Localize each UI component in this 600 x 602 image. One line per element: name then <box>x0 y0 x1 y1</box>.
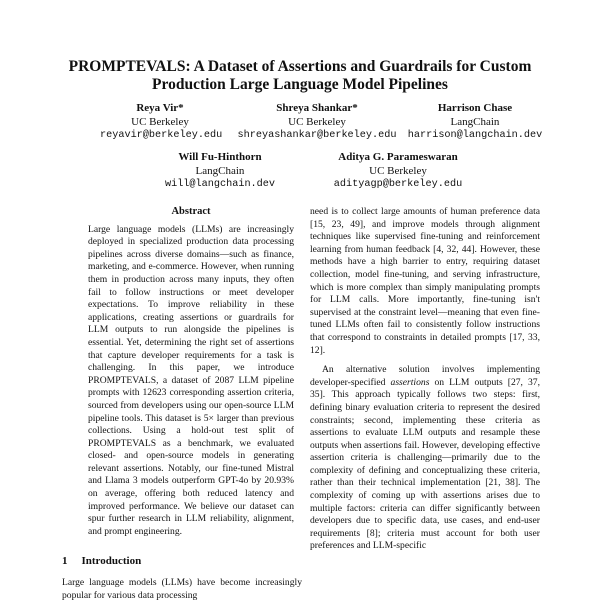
author-email: adityagp@berkeley.edu <box>333 179 463 190</box>
right-column <box>310 206 540 553</box>
section-heading <box>62 555 155 567</box>
author-block <box>400 102 550 143</box>
body-paragraph <box>310 364 540 553</box>
paragraph-text: on LLM outputs [27, 37, 35]. This approach typically follows two steps: first, defining binary evaluation criteria to represent the desired constraints; second, implementing these criteria as assertions to evaluate LLM outputs and resample these outputs when assertions fail. However, developing effective assertion criteria is challenging—primarily due to the complexity of defining and conceptualizing these criteria, rather than their technical implementation [21, 38]. The complexity of coming up with assertions arises due to multiple factors: criteria can differ significantly between developers due to specific data, use cases, and end-user requirements [8]; criteria must account for both user preferences and LLM-specific <box>310 376 540 552</box>
author-affiliation: UC Berkeley <box>369 164 427 177</box>
abstract-text: Large language models (LLMs) are increasingly deployed in specialized production data processing pipelines across diverse domains—such as finance, marketing, and e-commerce. However, when running them in production across many inputs, they often fail to follow instructions or meet developer expectations. To improve reliability in these applications, creating assertions or guardrails for LLM outputs to run alongside the pipelines is essential. Yet, determining the right set of assertions that capture developer requirements for a task is challenging. In this paper, we introduce PROMPTEVALS, a dataset of 2087 LLM pipeline prompts with 12623 corresponding assertion criteria, sourced from developers using our open-source LLM pipeline tools. This dataset is 5× larger than previous collections. Using a hold-out test split of PROMPTEVALS as a benchmark, we evaluated closed- and open-source models in generating relevant assertions. Notably, our fine-tuned Mistral and Llama 3 models outperform GPT-4o by 20.93% on average, offering both reduced latency and improved performance. We believe our dataset can spur further research in LLM reliability, alignment, and prompt engineering. <box>88 223 294 537</box>
author-block <box>100 102 223 143</box>
author-name: Aditya G. Parameswaran <box>338 151 458 163</box>
body-paragraph: need is to collect large amounts of human preference data [15, 23, 49], and improve models through alignment techniques like supervised fine-tuning and reinforcement learning from human feedback [4, 32, 44]. However, these methods have a high barrier to entry, requiring dataset collection, model fine-tuning, and serving infrastructure, which is more complex than simply manipulating prompts for LLM calls. More importantly, fine-tuning isn't supervised at the constraint level—meaning that even fine-tuned LLMs often fail to consistently follow instructions that correspond to constraints in detailed prompts [17, 33, 12]. <box>310 206 540 356</box>
section-title: Introduction <box>81 555 142 567</box>
author-email: will@langchain.dev <box>164 179 276 190</box>
section-number: 1 <box>62 555 68 567</box>
paragraph-text: An alternative solution involves implementing developer-specified <box>310 364 540 388</box>
intro-text-start: Large language models (LLMs) have become increasingly popular for various data processing <box>62 577 302 601</box>
author-name: Reya Vir* <box>136 102 184 114</box>
title-line-2: Production Large Language Model Pipelines <box>152 76 448 93</box>
abstract-heading: Abstract <box>171 206 211 217</box>
emphasis-text: assertions <box>390 376 430 388</box>
author-email: shreyashankar@berkeley.edu <box>237 130 397 141</box>
author-block <box>150 151 290 192</box>
paper-title <box>60 58 540 94</box>
author-affiliation: UC Berkeley <box>288 115 346 128</box>
author-email: reyavir@berkeley.edu <box>100 130 223 141</box>
title-line-1: PROMPTEVALS: A Dataset of Assertions and Guardrails for Custom <box>68 58 532 75</box>
author-name: Will Fu-Hinthorn <box>178 151 262 163</box>
author-affiliation: UC Berkeley <box>131 115 189 128</box>
author-email: harrison@langchain.dev <box>407 130 543 141</box>
author-name: Shreya Shankar* <box>276 102 358 114</box>
author-affiliation: LangChain <box>450 115 500 128</box>
abstract-column <box>88 206 294 538</box>
author-block <box>318 151 478 192</box>
author-name: Harrison Chase <box>437 102 513 114</box>
author-affiliation: LangChain <box>195 164 245 177</box>
author-block <box>232 102 402 143</box>
